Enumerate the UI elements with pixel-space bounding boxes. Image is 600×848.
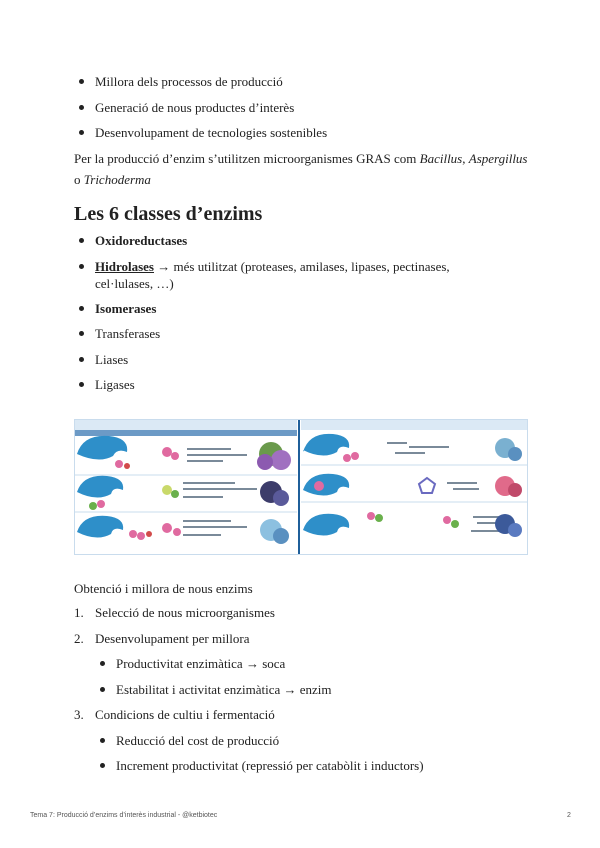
enzyme-class-list [74, 228, 450, 398]
list-item: Increment productivitat (repressió per catabòlit i inductors) [95, 753, 424, 779]
step-item: 3. Condicions de cultiu i fermentació Reducció del cost de producció Increment productivitat (repressió per catabòlit i inductors) [74, 702, 424, 779]
obtencio-title: Obtenció i millora de nous enzims [74, 581, 253, 596]
list-item-liases: Liases [74, 347, 450, 373]
list-item-ligases: Ligases [74, 372, 450, 398]
organism-aspergillus: Aspergillus [468, 151, 528, 166]
list-item: Reducció del cost de producció [95, 728, 424, 754]
list-item: Generació de nous productes d’interès [74, 95, 327, 121]
list-item-hidrolases: Hidrolases → més utilitzat (proteases, amilases, lipases, pectinases, cel·lulases, …) [74, 254, 450, 296]
step-item: 1. Selecció de nous microorganismes [74, 605, 275, 620]
sub-list [95, 651, 424, 702]
list-item: Desenvolupament de tecnologies sostenibles [74, 120, 327, 146]
organism-bacillus: Bacillus [419, 151, 463, 166]
list-item: Productivitat enzimàtica → soca [95, 651, 424, 677]
enzyme-classes-figure [74, 419, 528, 555]
organism-trichoderma: Trichoderma [83, 172, 151, 187]
obtencio-steps [74, 600, 424, 779]
top-bullet-list [74, 69, 327, 146]
list-item-oxidoreductases: Oxidoreductases [74, 228, 450, 254]
enzyme-classes-illustration [75, 420, 527, 554]
list-item: Estabilitat i activitat enzimàtica → enzim [95, 677, 424, 703]
step-item: 2. Desenvolupament per millora Productivitat enzimàtica → soca Estabilitat i activitat enzimàtica → enzim [74, 626, 424, 703]
list-item: Millora dels processos de producció [74, 69, 327, 95]
gras-paragraph: Per la producció d’enzim s’utilitzen microorganismes GRAS com Bacillus, Aspergillus o Trichoderma [74, 151, 528, 187]
footer-text: Tema 7: Producció d’enzims d’interès industrial - @ketbiotec [30, 812, 218, 819]
list-item-isomerases: Isomerases [74, 296, 450, 322]
section-title: Les 6 classes d’enzims [74, 203, 263, 225]
sub-list [95, 728, 424, 779]
page-number: 2 [567, 812, 571, 819]
list-item-transferases: Transferases [74, 321, 450, 347]
